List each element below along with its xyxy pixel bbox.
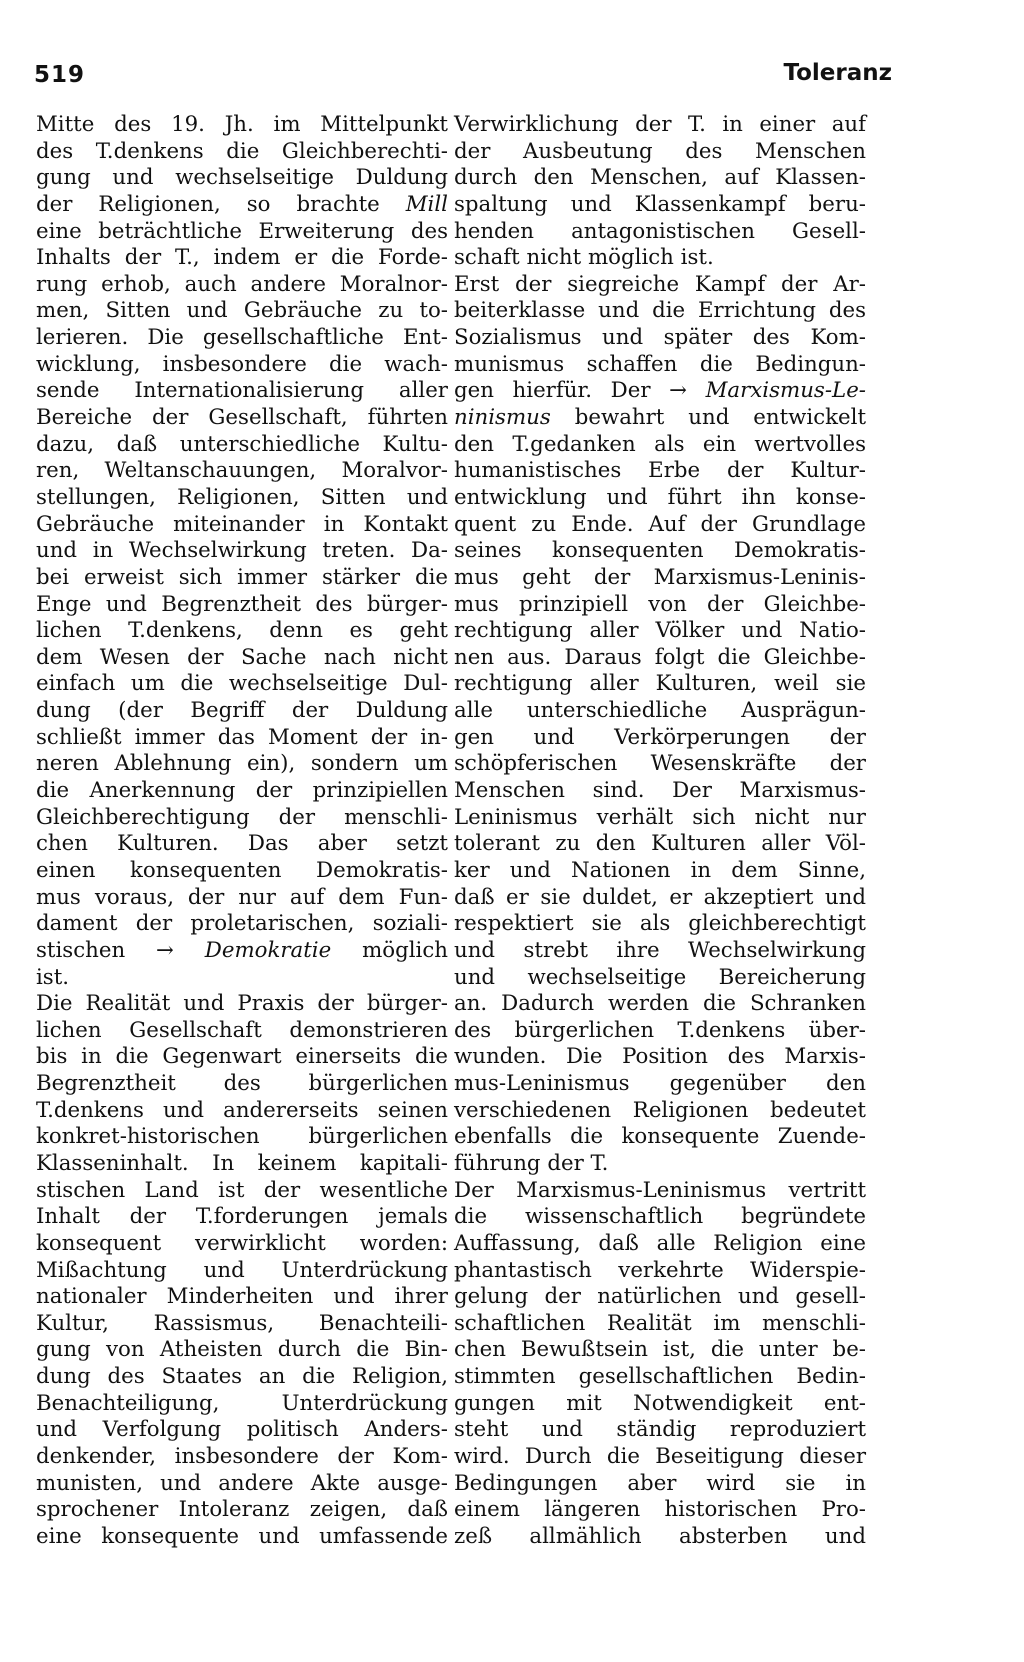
text-line: Auffassung, daß alle Religion eine bbox=[454, 1230, 866, 1256]
text-line: schaft nicht möglich ist. bbox=[454, 245, 714, 271]
text-line: dung des Staates an die Religion, bbox=[36, 1364, 448, 1390]
text-line: Bedingungen aber wird sie in bbox=[454, 1470, 866, 1496]
text-line: munismus schaffen die Bedingun- bbox=[454, 351, 866, 377]
italic-term: Mill bbox=[405, 191, 448, 217]
text-line: gen hierfür. Der → Marxismus-Le- bbox=[454, 378, 866, 404]
text-line: mus geht der Marxismus-Leninis- bbox=[454, 564, 866, 590]
text-line: rung erhob, auch andere Moralnor- bbox=[36, 271, 448, 297]
text-line: der Religionen, so brachte Mill bbox=[36, 191, 448, 217]
text-line: daß er sie duldet, er akzeptiert und bbox=[454, 884, 866, 910]
text-line: gungen mit Notwendigkeit ent- bbox=[454, 1390, 866, 1416]
text-line: und in Wechselwirkung treten. Da- bbox=[36, 538, 448, 564]
text-line: bei erweist sich immer stärker die bbox=[36, 564, 448, 590]
text-line: Gleichberechtigung der menschli- bbox=[36, 804, 448, 830]
text-line: chen Bewußtsein ist, die unter be- bbox=[454, 1337, 866, 1363]
text-line: einfach um die wechselseitige Dul- bbox=[36, 671, 448, 697]
text-line: munisten, und andere Akte ausge- bbox=[36, 1470, 448, 1496]
text-line: des bürgerlichen T.denkens über- bbox=[454, 1017, 866, 1043]
text-line: lichen T.denkens, denn es geht bbox=[36, 618, 448, 644]
text-line: und Verfolgung politisch Anders- bbox=[36, 1417, 448, 1443]
text-line: Menschen sind. Der Marxismus- bbox=[454, 778, 866, 804]
text-line: Mißachtung und Unterdrückung bbox=[36, 1257, 448, 1283]
text-line: durch den Menschen, auf Klassen- bbox=[454, 165, 866, 191]
text-line: an. Dadurch werden die Schranken bbox=[454, 991, 866, 1017]
page-number: 519 bbox=[34, 62, 86, 88]
text-line: gung von Atheisten durch die Bin- bbox=[36, 1337, 448, 1363]
text-line: neren Ablehnung ein), sondern um bbox=[36, 751, 448, 777]
text-line: quent zu Ende. Auf der Grundlage bbox=[454, 511, 866, 537]
text-line: Leninismus verhält sich nicht nur bbox=[454, 804, 866, 830]
text-line: den T.gedanken als ein wertvolles bbox=[454, 431, 866, 457]
text-line: der Ausbeutung des Menschen bbox=[454, 138, 866, 164]
text-line: konsequent verwirklicht worden: bbox=[36, 1230, 448, 1256]
text-line: steht und ständig reproduziert bbox=[454, 1417, 866, 1443]
text-line: eine beträchtliche Erweiterung des bbox=[36, 218, 448, 244]
text-line: gung und wechselseitige Duldung bbox=[36, 165, 448, 191]
text-line: stischen → Demokratie möglich bbox=[36, 937, 448, 963]
text-line: schaftlichen Realität im menschli- bbox=[454, 1310, 866, 1336]
text-line: entwicklung und führt ihn konse- bbox=[454, 484, 866, 510]
text-line: schließt immer das Moment der in- bbox=[36, 724, 448, 750]
text-line: spaltung und Klassenkampf beru- bbox=[454, 191, 866, 217]
italic-term: Demokratie bbox=[204, 937, 332, 963]
text-line: verschiedenen Religionen bedeutet bbox=[454, 1097, 866, 1123]
text-line: ker und Nationen in dem Sinne, bbox=[454, 857, 866, 883]
text-line: alle unterschiedliche Ausprägun- bbox=[454, 698, 866, 724]
text-line: Sozialismus und später des Kom- bbox=[454, 325, 866, 351]
text-line: phantastisch verkehrte Widerspie- bbox=[454, 1257, 866, 1283]
text-line: wunden. Die Position des Marxis- bbox=[454, 1044, 866, 1070]
text-line: seines konsequenten Demokratis- bbox=[454, 538, 866, 564]
text-line: stischen Land ist der wesentliche bbox=[36, 1177, 448, 1203]
italic-term: Marxismus-Le- bbox=[705, 378, 866, 404]
text-line: konkret-historischen bürgerlichen bbox=[36, 1124, 448, 1150]
text-line: Benachteiligung, Unterdrückung bbox=[36, 1390, 448, 1416]
text-line: einem längeren historischen Pro- bbox=[454, 1497, 866, 1523]
text-line: sprochener Intoleranz zeigen, daß bbox=[36, 1497, 448, 1523]
text-line: gelung der natürlichen und gesell- bbox=[454, 1284, 866, 1310]
text-line: respektiert sie als gleichberechtigt bbox=[454, 911, 866, 937]
running-head-title: Toleranz bbox=[783, 60, 892, 86]
text-line: dem Wesen der Sache nach nicht bbox=[36, 644, 448, 670]
text-line: führung der T. bbox=[454, 1150, 609, 1176]
left-text-column bbox=[36, 112, 448, 1551]
text-line: schöpferischen Wesenskräfte der bbox=[454, 751, 866, 777]
text-line: des T.denkens die Gleichberechti- bbox=[36, 138, 448, 164]
text-line: ren, Weltanschauungen, Moralvor- bbox=[36, 458, 448, 484]
text-line: eine konsequente und umfassende bbox=[36, 1523, 448, 1549]
text-line: Erst der siegreiche Kampf der Ar- bbox=[454, 271, 866, 297]
text-line: humanistisches Erbe der Kultur- bbox=[454, 458, 866, 484]
text-line: die wissenschaftlich begründete bbox=[454, 1204, 866, 1230]
text-line: die Anerkennung der prinzipiellen bbox=[36, 778, 448, 804]
text-line: nen aus. Daraus folgt die Gleichbe- bbox=[454, 644, 866, 670]
text-line: Der Marxismus-Leninismus vertritt bbox=[454, 1177, 866, 1203]
text-line: chen Kulturen. Das aber setzt bbox=[36, 831, 448, 857]
text-line: ist. bbox=[36, 964, 70, 990]
text-line: mus prinzipiell von der Gleichbe- bbox=[454, 591, 866, 617]
text-line: sende Internationalisierung aller bbox=[36, 378, 448, 404]
text-line: rechtigung aller Kulturen, weil sie bbox=[454, 671, 866, 697]
text-line: stimmten gesellschaftlichen Bedin- bbox=[454, 1364, 866, 1390]
text-line: tolerant zu den Kulturen aller Völ- bbox=[454, 831, 866, 857]
right-text-column bbox=[454, 112, 866, 1551]
text-line: ninismus bewahrt und entwickelt bbox=[454, 405, 866, 431]
text-line: ebenfalls die konsequente Zuende- bbox=[454, 1124, 866, 1150]
text-line: dament der proletarischen, soziali- bbox=[36, 911, 448, 937]
text-line: Kultur, Rassismus, Benachteili- bbox=[36, 1310, 448, 1336]
text-line: dung (der Begriff der Duldung bbox=[36, 698, 448, 724]
text-line: und strebt ihre Wechselwirkung bbox=[454, 937, 866, 963]
text-line: rechtigung aller Völker und Natio- bbox=[454, 618, 866, 644]
text-line: dazu, daß unterschiedliche Kultu- bbox=[36, 431, 448, 457]
text-line: Enge und Begrenztheit des bürger- bbox=[36, 591, 448, 617]
text-line: lerieren. Die gesellschaftliche Ent- bbox=[36, 325, 448, 351]
text-line: bis in die Gegenwart einerseits die bbox=[36, 1044, 448, 1070]
text-line: wicklung, insbesondere die wach- bbox=[36, 351, 448, 377]
text-line: und wechselseitige Bereicherung bbox=[454, 964, 866, 990]
text-line: henden antagonistischen Gesell- bbox=[454, 218, 866, 244]
text-line: denkender, insbesondere der Kom- bbox=[36, 1444, 448, 1470]
text-line: Verwirklichung der T. in einer auf bbox=[454, 112, 866, 137]
text-line: zeß allmählich absterben und bbox=[454, 1523, 866, 1549]
text-line: gen und Verkörperungen der bbox=[454, 724, 866, 750]
text-line: Begrenztheit des bürgerlichen bbox=[36, 1071, 448, 1097]
text-line: Die Realität und Praxis der bürger- bbox=[36, 991, 448, 1017]
text-line: Inhalt der T.forderungen jemals bbox=[36, 1204, 448, 1230]
italic-term: ninismus bbox=[454, 405, 551, 431]
text-line: Inhalts der T., indem er die Forde- bbox=[36, 245, 448, 271]
text-line: lichen Gesellschaft demonstrieren bbox=[36, 1017, 448, 1043]
text-line: nationaler Minderheiten und ihrer bbox=[36, 1284, 448, 1310]
text-line: T.denkens und andererseits seinen bbox=[36, 1097, 448, 1123]
text-line: mus-Leninismus gegenüber den bbox=[454, 1071, 866, 1097]
text-line: Bereiche der Gesellschaft, führten bbox=[36, 405, 448, 431]
text-line: einen konsequenten Demokratis- bbox=[36, 857, 448, 883]
text-line: wird. Durch die Beseitigung dieser bbox=[454, 1444, 866, 1470]
text-line: men, Sitten und Gebräuche zu to- bbox=[36, 298, 448, 324]
text-line: beiterklasse und die Errichtung des bbox=[454, 298, 866, 324]
text-line: mus voraus, der nur auf dem Fun- bbox=[36, 884, 448, 910]
text-line: Klasseninhalt. In keinem kapitali- bbox=[36, 1150, 448, 1176]
text-line: stellungen, Religionen, Sitten und bbox=[36, 484, 448, 510]
text-line: Mitte des 19. Jh. im Mittelpunkt bbox=[36, 112, 448, 137]
text-line: Gebräuche miteinander in Kontakt bbox=[36, 511, 448, 537]
